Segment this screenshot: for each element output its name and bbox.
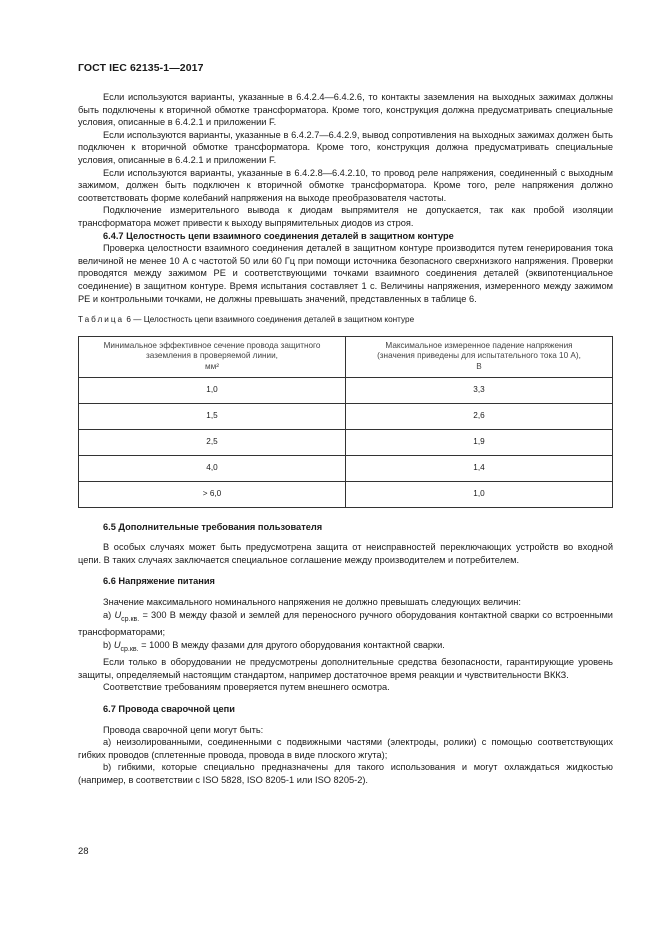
- paragraph: Проверка целостности взаимного соединения деталей в защитном контуре производится путем генерирования тока величиной не менее 10 А с частотой 50 или 60 Гц при помощи источника безопасного сверхнизкого напряжения. Проверки проводятся между зажимом PE и соответствующими точками взаимного соединения деталей (эквипотенциальное соединение) в защитном контуре. Время испытания составляет 1 с. Величины напряжения, измеренного между зажимом PE и контрольными точками, не должны превышать значений, представленных в таблице 6.: [78, 243, 613, 304]
- paragraph: Соответствие требованиям проверяется путем внешнего осмотра.: [103, 682, 390, 693]
- paragraph: Если используются варианты, указанные в 6.4.2.7—6.4.2.9, вывод сопротивления на выходных зажимах должен быть подключен к вторичной обмотке трансформатора. Кроме того, конструкция должна предусматривать специальные условия, описанные в 6.4.2.1 и приложении F.: [78, 129, 613, 165]
- column-header-voltage-drop: [346, 336, 613, 377]
- header-line: мм²: [205, 361, 219, 371]
- table-row: [79, 403, 613, 429]
- table-row: [79, 429, 613, 455]
- document-body: [78, 91, 613, 786]
- list-item-a: а) неизолированными, соединенными с подвижными частями (электроды, ролики) с помощью соответствующих гибких проводов (сплетенные провода, провода в виде плоского жгута);: [78, 737, 613, 760]
- cell-voltage-drop: 1,9: [346, 429, 613, 455]
- cell-voltage-drop: 3,3: [346, 377, 613, 403]
- cell-voltage-drop: 1,0: [346, 481, 613, 507]
- list-text: = 1000 В между фазами для другого оборудования контактной сварки.: [141, 639, 445, 650]
- table-caption-dash: —: [133, 315, 142, 325]
- table-caption-label: Таблица: [78, 315, 125, 325]
- list-item-b: b) гибкими, которые специально предназначены для такого использования и могут охлаждаться жидкостью (например, в соответствии с ISO 5828, ISO 8205-1 или ISO 8205-2).: [78, 762, 613, 785]
- paragraph: Провода сварочной цепи могут быть:: [103, 724, 264, 735]
- cell-voltage-drop: 1,4: [346, 455, 613, 481]
- cell-section: 4,0: [79, 455, 346, 481]
- paragraph: Значение максимального номинального напряжения не должно превышать следующих величин:: [103, 597, 521, 608]
- voltage-symbol: $U_{ср.кв.}$: [114, 609, 140, 623]
- voltage-symbol: $U_{ср.кв.}$: [113, 639, 139, 653]
- header-line: В: [476, 361, 482, 371]
- paragraph: В особых случаях может быть предусмотрена защита от неисправностей переключающих устройств во входной цепи. В таких случаях заключается специальное соглашение между производителем и потребителем.: [78, 542, 613, 565]
- list-label: а): [103, 609, 112, 620]
- cell-section: > 6,0: [79, 481, 346, 507]
- table-caption-text: Целостность цепи взаимного соединения деталей в защитном контуре: [143, 315, 415, 325]
- section-heading-6-4-7: 6.4.7 Целостность цепи взаимного соединения деталей в защитном контуре: [103, 230, 454, 241]
- cell-voltage-drop: 2,6: [346, 403, 613, 429]
- paragraph: Если используются варианты, указанные в 6.4.2.4—6.4.2.6, то контакты заземления на выходных зажимах должны быть подключены к вторичной обмотке трансформатора. Кроме того, конструкция должна предусматривать специальные условия, описанные в 6.4.2.1 и приложении F.: [78, 92, 613, 128]
- table-row: [79, 455, 613, 481]
- cell-section: 1,0: [79, 377, 346, 403]
- section-heading-6-7: 6.7 Провода сварочной цепи: [103, 703, 235, 714]
- paragraph: Подключение измерительного вывода к диодам выпрямителя не допускается, так как пробой изоляции трансформатора может привести к выходу выпрямительных диодов из строя.: [78, 205, 613, 228]
- section-heading-6-6: 6.6 Напряжение питания: [103, 576, 215, 587]
- list-label: b): [103, 639, 112, 650]
- table-row: [79, 481, 613, 507]
- header-line: заземления в проверяемой линии,: [146, 351, 278, 361]
- list-text: = 300 В между фазой и землей для переносного ручного оборудования контактной сварки со встроенными трансформаторами;: [78, 609, 613, 638]
- section-heading-6-5: 6.5 Дополнительные требования пользователя: [103, 521, 323, 532]
- table-header-row: [79, 336, 613, 377]
- table-caption: [78, 314, 613, 327]
- list-item-a: [78, 609, 613, 639]
- paragraph: Если используются варианты, указанные в 6.4.2.8—6.4.2.10, то провод реле напряжения, соединенный с выходным зажимом, должен быть подключен к вторичной обмотке трансформатора. Кроме того, реле напряжения должно соответствовать форме колебаний напряжения на выходе преобразователя частоты.: [78, 167, 613, 203]
- cell-section: 1,5: [79, 403, 346, 429]
- page-number: 28: [78, 846, 89, 857]
- column-header-section: [79, 336, 346, 377]
- cell-section: 2,5: [79, 429, 346, 455]
- list-item-b: [78, 639, 613, 656]
- table-row: [79, 377, 613, 403]
- paragraph: Если только в оборудовании не предусмотрены дополнительные средства безопасности, гарантирующие уровень защиты, определяемый настоящим стандартом, например достаточное время реакции и чувствительности ВККЗ.: [78, 657, 613, 680]
- header-line: Минимальное эффективное сечение провода защитного: [103, 340, 321, 350]
- table-6: [78, 336, 613, 508]
- document-header: ГОСТ IEC 62135-1—2017: [78, 62, 204, 74]
- table-caption-number: 6: [126, 315, 131, 325]
- header-line: Максимальное измеренное падение напряжения: [385, 340, 573, 350]
- header-line: (значения приведены для испытательного тока 10 А),: [377, 351, 581, 361]
